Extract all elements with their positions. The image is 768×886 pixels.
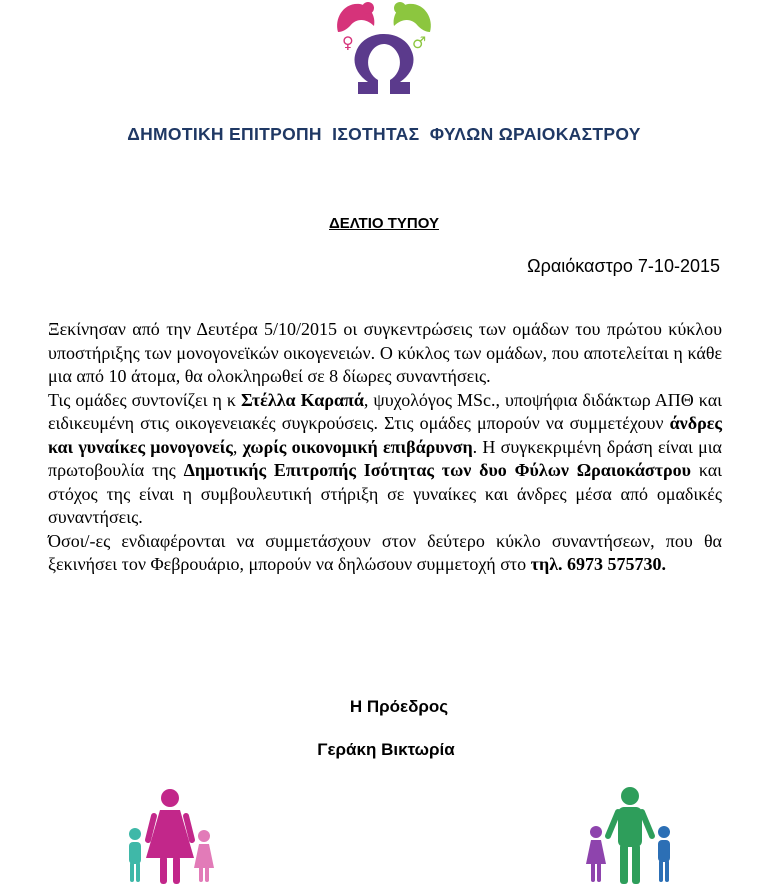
svg-text:♂: ♂	[412, 33, 427, 52]
committee-logo-icon	[330, 0, 438, 102]
paragraph-3-text: Όσοι/-ες ενδιαφέρονται να συμμετάσχουν στον δεύτερο κύκλο συναντήσεων, που θα ξεκινήσει τον Φεβρουάριο, μπορούν να δηλώσουν συμμετοχή στο	[48, 530, 722, 574]
contact-phone: τηλ. 6973 575730.	[530, 554, 667, 574]
paragraph-2-text-e: και στόχος της είναι η συμβουλευτική στήριξη σε γυναίκες και άνδρες μέσα από ομαδικές συναντήσεις.	[48, 460, 723, 527]
paragraph-2	[48, 389, 722, 530]
no-cost-highlight: χωρίς οικονομική επιβάρυνση	[242, 436, 473, 457]
coordinator-name: Στέλλα Καραπά	[240, 389, 364, 410]
place-date: Ωραιόκαστρο 7-10-2015	[527, 256, 720, 276]
participants-highlight: άνδρες και γυναίκες μονογονείς	[48, 413, 722, 457]
organization-title: ΔΗΜΟΤΙΚΗ ΕΠΙΤΡΟΠΗ ΙΣΟΤΗΤΑΣ ΦΥΛΩΝ ΩΡΑΙΟΚΑΣΤΡΟΥ	[127, 124, 641, 144]
signatory-name: Γεράκη Βικτωρία	[317, 740, 455, 759]
organizer-highlight: Δημοτικής Επιτροπής Ισότητας των δυο Φύλων Ωραιοκάστρου	[183, 460, 691, 480]
paragraph-2-text-a: Τις ομάδες συντονίζει η κ	[48, 389, 241, 410]
family-father-children-icon	[584, 784, 676, 886]
paragraph-2-text-b: , ψυχολόγος MSc., υποψήφια διδάκτωρ ΑΠΘ και ειδικευμένη στις οικογενειακές συγκρούσεις. Στις ομάδες μπορούν να συμμετέχουν	[48, 389, 722, 433]
press-release-body	[48, 318, 722, 577]
family-mother-children-icon	[120, 786, 220, 886]
paragraph-2-text-d: . Η συγκεκριμένη δράση είναι μια πρωτοβουλία της	[48, 436, 722, 480]
paragraph-3	[48, 530, 722, 577]
svg-text:♀: ♀	[342, 33, 354, 52]
document-title: ΔΕΛΤΙΟ ΤΥΠΟΥ	[329, 215, 439, 232]
paragraph-1: Ξεκίνησαν από την Δευτέρα 5/10/2015 οι συγκεντρώσεις των ομάδων του πρώτου κύκλου υποστήριξης των μονογονεϊκών οικογενειών. Ο κύκλος των ομάδων, που αποτελείται η κάθε μια από 10 άτομα, θα ολοκληρωθεί σε 8 δίωρες συναντήσεις.	[48, 319, 722, 386]
paragraph-2-text-c: ,	[232, 436, 243, 457]
signatory-role: Η Πρόεδρος	[349, 697, 449, 716]
